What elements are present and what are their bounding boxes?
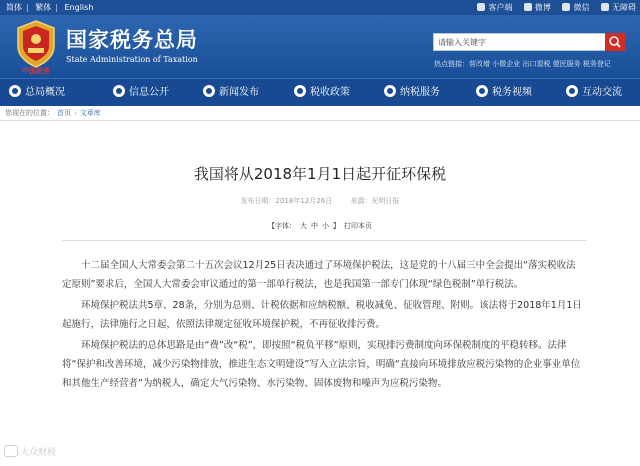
nav-item-tax-service[interactable]: 纳税服务 xyxy=(384,79,440,106)
font-size-end: 】 xyxy=(333,222,340,230)
watermark: 大众财税 xyxy=(4,445,56,458)
nav-item-info-disclosure[interactable]: 信息公开 xyxy=(113,79,169,106)
top-right-links xyxy=(468,0,636,15)
article-tools xyxy=(0,221,640,231)
font-size-label: 【字体： xyxy=(268,222,296,230)
article-body xyxy=(62,256,584,395)
site-brand[interactable] xyxy=(66,29,198,66)
news-icon xyxy=(203,85,215,97)
chat-icon xyxy=(566,85,578,97)
service-icon xyxy=(384,85,396,97)
accessibility-icon xyxy=(601,3,609,11)
site-title: 国家税务总局 xyxy=(66,27,198,52)
client-link[interactable]: 客户端 xyxy=(477,0,512,15)
search-button[interactable] xyxy=(605,33,625,51)
lang-english-link[interactable]: English xyxy=(64,3,94,12)
font-medium-link[interactable]: 中 xyxy=(311,222,318,230)
article-panel xyxy=(0,121,640,466)
site-header xyxy=(0,15,640,78)
breadcrumb-section[interactable]: 文章库 xyxy=(79,109,101,117)
policy-icon xyxy=(294,85,306,97)
divider xyxy=(62,240,587,241)
info-icon xyxy=(113,85,125,97)
weibo-icon xyxy=(524,3,532,11)
language-switch: 简体 | 繁体 | English xyxy=(6,3,94,12)
wechat-link[interactable]: 微信 xyxy=(562,0,589,15)
accessibility-link[interactable]: 无障碍 xyxy=(601,0,636,15)
publish-date: 发布日期：2018年12月26日 xyxy=(240,197,333,205)
lang-simplified-link[interactable]: 简体 xyxy=(6,3,22,12)
nav-item-tax-policy[interactable]: 税收政策 xyxy=(294,79,350,106)
home-icon xyxy=(9,85,21,97)
nav-item-news[interactable]: 新闻发布 xyxy=(203,79,259,106)
weibo-watermark-icon xyxy=(4,445,18,457)
hot-links[interactable]: 热点链接：营改增 小微企业 出口退税 便民服务 税务登记 xyxy=(434,60,611,68)
article-paragraph: 十二届全国人大常委会第二十五次会议12月25日表决通过了环境保护税法，这是党的十八届三中全会提出“落实税收法定原则”要求后，全国人大常委会审议通过的第一部单行税法，也是我国第一部专门体现“绿色税制”单行税法。 xyxy=(62,260,576,290)
mobile-icon xyxy=(477,3,485,11)
breadcrumb-prefix: 您现在的位置： xyxy=(5,109,54,117)
article-paragraph: 环境保护税法共5章、28条，分别为总则、计税依据和应纳税额、税收减免、征收管理、附则。该法将于2018年1月1日起施行，法律施行之日起，依照法律规定征收环境保护税，不再征收排污费。 xyxy=(62,300,582,330)
site-subtitle: State Administration of Taxation xyxy=(66,55,198,64)
breadcrumb xyxy=(0,106,640,121)
font-large-link[interactable]: 大 xyxy=(300,222,307,230)
article-title: 我国将从2018年1月1日起开征环保税 xyxy=(193,165,447,183)
breadcrumb-home[interactable]: 首页 xyxy=(57,109,71,117)
search-input[interactable] xyxy=(434,34,606,50)
article-source: 来源：光明日报 xyxy=(350,197,400,205)
logo-caption: 中国税务 xyxy=(22,66,50,75)
top-utility-bar xyxy=(0,0,640,15)
nav-item-interaction[interactable]: 互动交流 xyxy=(566,79,622,106)
weibo-link[interactable]: 微博 xyxy=(524,0,551,15)
search-box xyxy=(433,33,625,51)
main-nav xyxy=(0,78,640,106)
breadcrumb-arrow-icon: › xyxy=(74,109,77,117)
lang-traditional-link[interactable]: 繁体 xyxy=(35,3,52,12)
font-small-link[interactable]: 小 xyxy=(322,222,329,230)
print-link[interactable]: 打印本页 xyxy=(344,222,372,230)
tax-emblem-logo[interactable] xyxy=(14,19,58,75)
article-paragraph: 环境保护税法的总体思路是由“费”改“税”，即按照“税负平移”原则，实现排污费制度向环保税制度的平稳转移。法律将“保护和改善环境，减少污染物排放，推进生态文明建设”写入立法宗旨，明确“直接向环境排放应税污染物的企业事业单位和其他生产经营者”为纳税人，确定大气污染物、水污染物、固体废物和噪声为应税污染物。 xyxy=(62,340,581,389)
wechat-icon xyxy=(562,3,570,11)
article-meta xyxy=(0,196,640,206)
nav-item-overview[interactable]: 总局概况 xyxy=(9,79,65,106)
video-icon xyxy=(476,85,488,97)
search-icon xyxy=(605,33,625,51)
nav-item-tax-video[interactable]: 税务视频 xyxy=(476,79,532,106)
